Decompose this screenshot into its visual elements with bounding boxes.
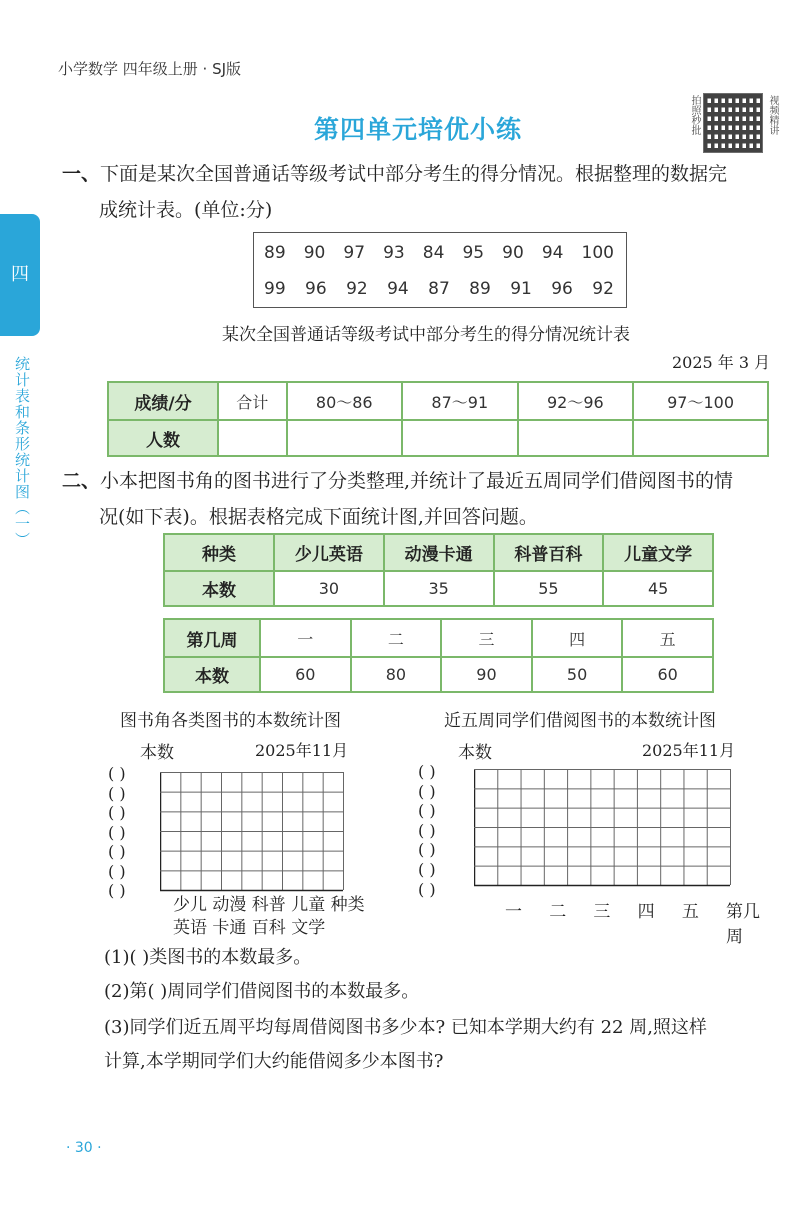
cell-value: 30 [274,571,384,606]
qr-right-label: 视频精讲 [767,95,778,135]
header-cat: 少儿英语 [274,534,384,571]
score-value: 99 [264,279,286,299]
cell-value: 60 [622,657,713,692]
week-label: 四 [532,619,623,657]
chart1-ylabel: 本数 [140,743,174,763]
sub-question-3-line2: 计算,本学期同学们大约能借阅多少本图书? [104,1051,444,1072]
chart2-xlabels [505,897,775,947]
blank-cell[interactable] [402,420,518,456]
score-value: 97 [343,243,366,263]
q1-line2: 成统计表。(单位:分) [99,199,273,221]
header-kind: 种类 [164,534,274,571]
week-label: 二 [351,619,442,657]
score-header-cell: 92～96 [518,382,634,420]
score-value: 89 [264,243,286,263]
chart1-xlabels-bottom: 英语 卡通 百科 文学 [173,918,326,938]
chart2-grid[interactable] [474,769,732,887]
score-value: 96 [305,279,327,299]
score-value: 96 [551,279,573,299]
y-axis-blank[interactable]: ( ) [418,879,436,899]
x-axis-label: 三 [593,902,611,922]
cell-value: 55 [494,571,604,606]
q1-line1: 一、下面是某次全国普通话等级考试中部分考生的得分情况。根据整理的数据完 [62,163,728,185]
cell-value: 45 [603,571,713,606]
score-row-1 [254,237,626,269]
chart1-date: 2025年11月 [255,741,349,760]
chart1-title: 图书角各类图书的本数统计图 [120,711,341,731]
q2-line1: 二、小本把图书角的图书进行了分类整理,并统计了最近五周同学们借阅图书的情 [62,470,734,492]
row-label-count: 人数 [108,420,218,456]
q1-table-date: 2025 年 3 月 [672,353,771,372]
blank-cell[interactable] [287,420,403,456]
chapter-tab: 四 [0,214,40,336]
score-value: 100 [581,243,614,263]
score-value: 92 [346,279,368,299]
y-axis-blank[interactable]: ( ) [418,859,436,879]
blank-cell[interactable] [518,420,634,456]
page-number: · 30 · [66,1140,102,1156]
week-label: 一 [260,619,351,657]
cell-value: 35 [384,571,494,606]
y-axis-blank[interactable]: ( ) [418,781,436,801]
header-cat: 儿童文学 [603,534,713,571]
blank-cell[interactable] [633,420,768,456]
q2-line2: 况(如下表)。根据表格完成下面统计图,并回答问题。 [99,506,538,528]
y-axis-blank[interactable]: ( ) [418,820,436,840]
score-value: 93 [383,243,405,263]
cell-value: 50 [532,657,623,692]
book-category-table [163,533,714,607]
cell-value: 80 [351,657,442,692]
score-stats-table [107,381,769,457]
x-axis-label: 五 [681,902,699,922]
header-cat: 动漫卡通 [384,534,494,571]
chart2-title: 近五周同学们借阅图书的本数统计图 [444,711,716,731]
score-header-cell: 80～86 [287,382,403,420]
y-axis-blank[interactable]: ( ) [418,840,436,860]
x-axis-title: 第几周 [726,902,761,947]
week-label: 三 [441,619,532,657]
y-axis-blank[interactable]: ( ) [108,764,126,783]
page-title: 第四单元培优小练 [313,115,522,144]
y-axis-blank[interactable]: ( ) [108,822,126,842]
chart1-grid[interactable] [160,772,345,892]
chart1-xlabels-top: 少儿 动漫 科普 儿童 种类 [173,895,365,915]
chart1-y-axis-blanks [108,764,164,901]
week-label: 五 [622,619,713,657]
y-axis-blank[interactable]: ( ) [108,842,126,861]
score-value: 95 [462,243,485,263]
score-header-cell: 87～91 [402,382,518,420]
header-week: 第几周 [164,619,260,657]
chapter-side-title: 统计表和条形统计图（一） [13,356,31,548]
q1-table-title: 某次全国普通话等级考试中部分考生的得分情况统计表 [222,325,630,345]
score-value: 84 [422,243,445,263]
x-axis-label: 二 [549,902,567,922]
x-axis-label: 一 [505,902,522,922]
chart2-y-axis-blanks [418,762,474,899]
score-value: 94 [387,279,409,299]
y-axis-blank[interactable]: ( ) [418,801,436,821]
score-value: 89 [469,279,491,299]
score-value: 90 [502,243,524,263]
blank-cell[interactable] [218,420,287,456]
y-axis-blank[interactable]: ( ) [108,881,126,900]
score-header-cell: 合计 [218,382,287,420]
y-axis-blank[interactable]: ( ) [108,783,126,803]
sub-question-1: (1)( )类图书的本数最多。 [104,947,312,968]
cell-value: 90 [441,657,532,692]
score-value: 87 [428,279,450,299]
score-value: 94 [541,243,564,263]
cell-value: 60 [260,657,351,692]
y-axis-blank[interactable]: ( ) [418,762,436,781]
qr-code-icon[interactable] [703,93,763,153]
score-header-cell: 成绩/分 [108,382,218,420]
sub-question-2: (2)第( )周同学们借阅图书的本数最多。 [104,981,420,1002]
header-cat: 科普百科 [494,534,604,571]
y-axis-blank[interactable]: ( ) [108,861,126,881]
row-label-books: 本数 [164,657,260,692]
x-axis-label: 四 [637,902,655,922]
sub-question-3-line1: (3)同学们近五周平均每周借阅图书多少本? 已知本学期大约有 22 周,照这样 [104,1017,707,1038]
score-header-cell: 97～100 [633,382,768,420]
y-axis-blank[interactable]: ( ) [108,803,126,822]
score-value: 91 [510,279,532,299]
score-value: 92 [592,279,614,299]
row-label-books: 本数 [164,571,274,606]
running-header: 小学数学 四年级上册 · SJ版 [58,60,242,78]
weekly-borrow-table [163,618,714,693]
chart2-date: 2025年11月 [642,741,736,760]
score-value: 90 [303,243,326,263]
raw-score-box [253,232,627,308]
score-row-2 [254,273,626,305]
qr-left-label: 拍照秒批 [689,95,700,135]
chart2-ylabel: 本数 [458,743,492,763]
